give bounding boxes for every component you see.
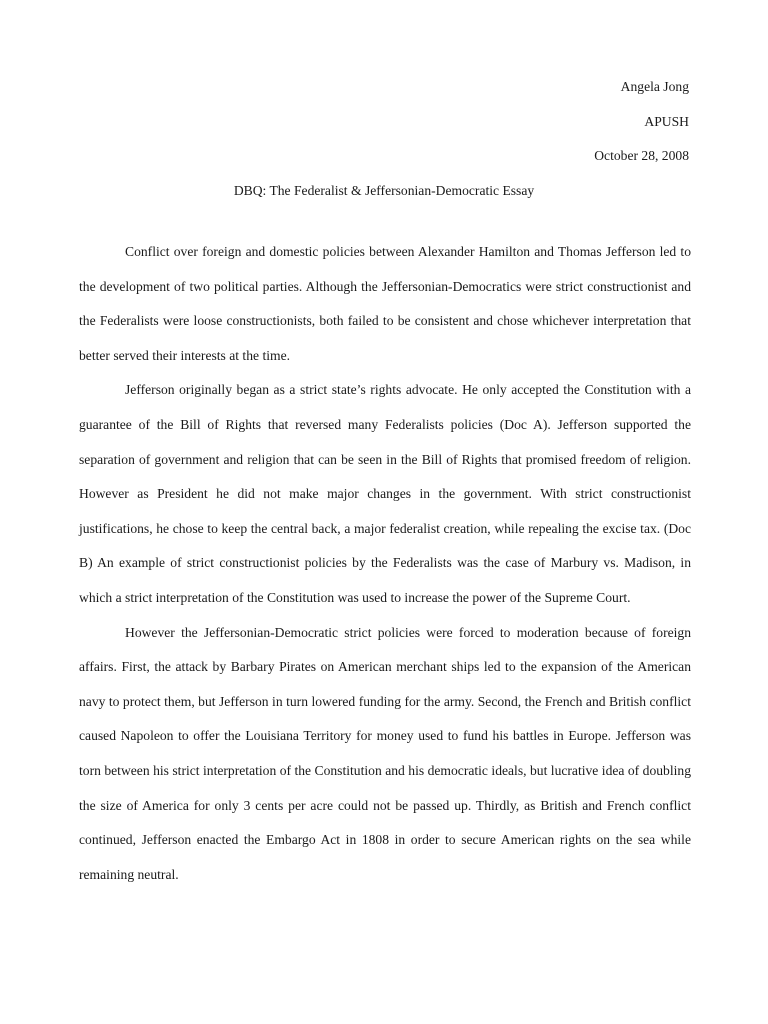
course-name: APUSH [644, 114, 689, 129]
document-date: October 28, 2008 [594, 148, 689, 163]
paragraph-1: Conflict over foreign and domestic policies between Alexander Hamilton and Thomas Jefferson led to the development of two political parties. Although the Jeffersonian-Democratics were strict constructionist and the Federalists were loose constructionists, both failed to be consistent and chose whichever interpretation that better served their interests at the time. [79, 244, 691, 363]
essay-body [79, 235, 691, 892]
paragraph-2: Jefferson originally began as a strict state’s rights advocate. He only accepted the Constitution with a guarantee of the Bill of Rights that reversed many Federalists policies (Doc A). Jefferson supported the separation of government and religion that can be seen in the Bill of Rights that promised freedom of religion. However as President he did not make major changes in the government. With strict constructionist justifications, he chose to keep the central back, a major federalist creation, while repealing the excise tax. (Doc B) An example of strict constructionist policies by the Federalists was the case of Marbury vs. Madison, in which a strict interpretation of the Constitution was used to increase the power of the Supreme Court. [79, 382, 691, 605]
essay-title: DBQ: The Federalist & Jeffersonian-Democratic Essay [233, 183, 535, 198]
paragraph-3: However the Jeffersonian-Democratic strict policies were forced to moderation because of foreign affairs. First, the attack by Barbary Pirates on American merchant ships led to the expansion of the American navy to protect them, but Jefferson in turn lowered funding for the army. Second, the French and British conflict caused Napoleon to offer the Louisiana Territory for money used to fund his battles in Europe. Jefferson was torn between his strict interpretation of the Constitution and his democratic ideals, but lucrative idea of doubling the size of America for only 3 cents per acre could not be passed up. Thirdly, as British and French conflict continued, Jefferson enacted the Embargo Act in 1808 in order to secure American rights on the sea while remaining neutral. [79, 624, 691, 882]
author-name: Angela Jong [620, 79, 689, 94]
